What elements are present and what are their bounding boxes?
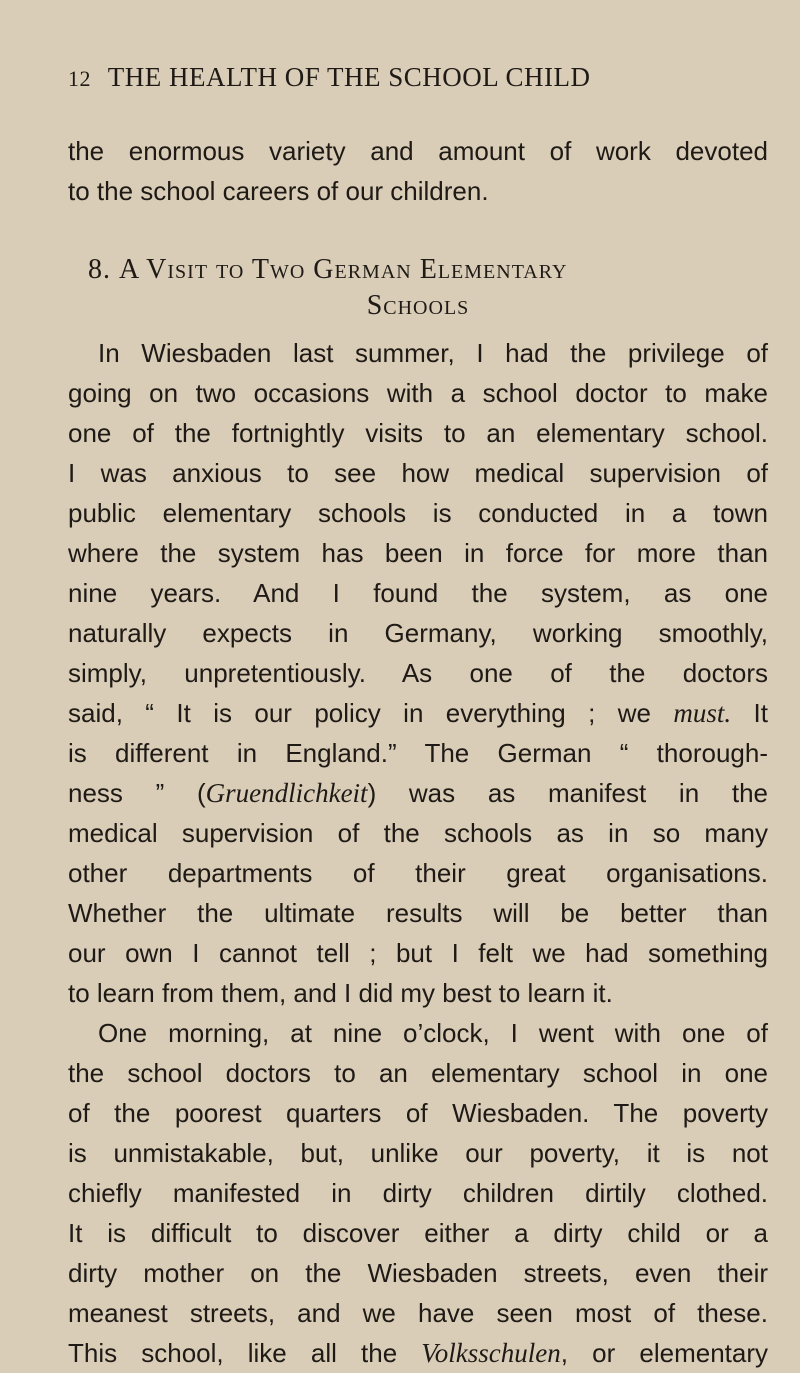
text-line: where the system has been in force for more than (68, 538, 768, 568)
text-line: simply, unpretentiously. As one of the doctors (68, 658, 768, 688)
text-line (68, 693, 768, 733)
text-span: ness ” ( (68, 778, 206, 808)
text-line: It is difficult to discover either a dirty child or a (68, 1218, 768, 1248)
text-line: medical supervision of the schools as in so many (68, 818, 768, 848)
text-line: nine years. And I found the system, as one (68, 578, 768, 608)
text-span: This school, like all the (68, 1338, 422, 1368)
body-paragraph-1 (68, 333, 768, 1013)
text-line: public elementary schools is conducted in a town (68, 498, 768, 528)
body-paragraph-2 (68, 1013, 768, 1373)
text-line: In Wiesbaden last summer, I had the privilege of (98, 338, 768, 368)
section-number: 8. (88, 254, 111, 285)
text-line: dirty mother on the Wiesbaden streets, even their (68, 1258, 768, 1288)
text-line: chiefly manifested in dirty children dirtily clothed. (68, 1178, 768, 1208)
text-line: to the school careers of our children. (68, 176, 489, 206)
text-line: Whether the ultimate results will be better than (68, 898, 768, 928)
text-line (68, 1333, 768, 1373)
italic-word: Gruendlichkeit (205, 778, 368, 808)
text-line: to learn from them, and I did my best to learn it. (68, 978, 613, 1008)
text-line: naturally expects in Germany, working smoothly, (68, 618, 768, 648)
text-line: meanest streets, and we have seen most of these. (68, 1298, 768, 1328)
text-line: the school doctors to an elementary school in one (68, 1058, 768, 1088)
text-line: One morning, at nine o’clock, I went with one of (98, 1018, 768, 1048)
page-number: 12 (68, 66, 91, 91)
text-line: I was anxious to see how medical supervision of (68, 458, 768, 488)
text-span: It (731, 698, 769, 728)
text-line: is unmistakable, but, unlike our poverty, it is not (68, 1138, 768, 1168)
section-heading (68, 252, 768, 324)
text-span: said, “ It is our policy in everything ; we (68, 698, 674, 728)
intro-paragraph (68, 131, 768, 211)
text-line: our own I cannot tell ; but I felt we had something (68, 938, 768, 968)
italic-word: must. (673, 698, 732, 728)
running-header (68, 64, 768, 91)
text-line: going on two occasions with a school doctor to make (68, 378, 768, 408)
text-line: of the poorest quarters of Wiesbaden. The poverty (68, 1098, 768, 1128)
text-line: one of the fortnightly visits to an elementary school. (68, 418, 768, 448)
running-title: THE HEALTH OF THE SCHOOL CHILD (107, 62, 591, 92)
italic-word: Volksschulen (421, 1338, 561, 1368)
text-span: ) was as manifest in the (367, 778, 768, 808)
text-span: , or elementary (560, 1338, 768, 1368)
section-title-line2: Schools (366, 290, 470, 321)
text-line: the enormous variety and amount of work devoted (68, 136, 768, 166)
text-line (68, 773, 768, 813)
text-line: is different in England.” The German “ thorough- (68, 738, 768, 768)
text-line: other departments of their great organisations. (68, 858, 768, 888)
section-title-line1: A Visit to Two German Elementary (119, 254, 568, 285)
